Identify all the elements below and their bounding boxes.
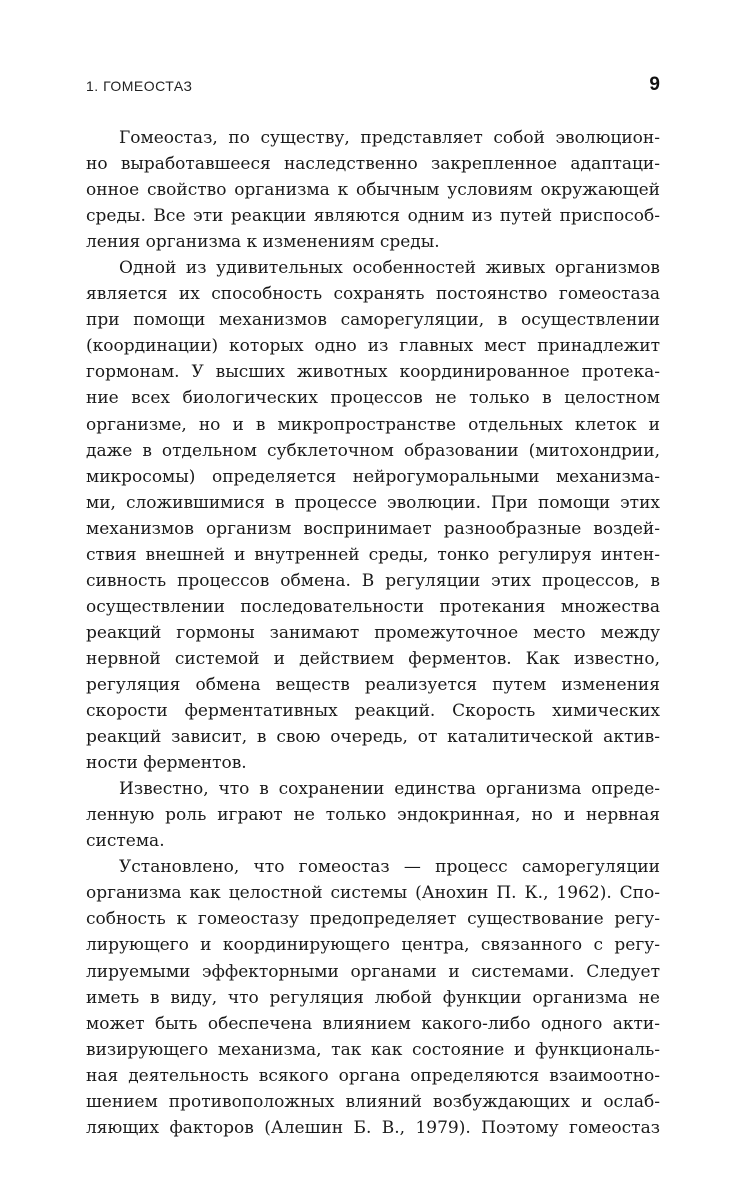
- text-line: ленную роль играют не только эндокринная, но и нервная: [86, 805, 660, 826]
- text-line: является их способность сохранять постоянство гомеостаза: [86, 284, 660, 305]
- text-line: ная деятельность всякого органа определяются взаимоотно-: [86, 1065, 660, 1086]
- paragraph: [86, 255, 660, 776]
- page-header: [86, 74, 660, 98]
- paragraph: [86, 776, 660, 854]
- text-line: микросомы) определяется нейрогуморальными механизма-: [86, 466, 660, 487]
- text-line: лируемыми эффекторными органами и системами. Следует: [86, 961, 660, 982]
- text-line: ние всех биологических процессов не только в целостном: [86, 388, 660, 409]
- page-number: 9: [649, 74, 660, 95]
- text-line: осуществлении последовательности протекания множества: [86, 596, 660, 617]
- running-head: 1. ГОМЕОСТАЗ: [86, 78, 193, 94]
- text-line: лирующего и координирующего центра, связанного с регу-: [86, 935, 660, 956]
- text-line: ности ферментов.: [86, 753, 247, 774]
- text-line: иметь в виду, что регуляция любой функции организма не: [86, 987, 660, 1008]
- text-line: ствия внешней и внутренней среды, тонко регулируя интен-: [86, 544, 660, 565]
- text-line: сивность процессов обмена. В регуляции этих процессов, в: [86, 570, 660, 591]
- text-line: организме, но и в микропространстве отдельных клеток и: [86, 414, 660, 435]
- text-line: гормонам. У высших животных координированное протека-: [86, 362, 660, 383]
- text-line: Гомеостаз, по существу, представляет собой эволюцион-: [119, 128, 660, 148]
- text-line: (координации) которых одно из главных мест принадлежит: [86, 336, 660, 357]
- text-line: реакций зависит, в свою очередь, от каталитической актив-: [86, 727, 660, 748]
- text-line: собность к гомеостазу предопределяет существование регу-: [86, 909, 660, 930]
- text-line: визирующего механизма, так как состояние и функциональ-: [86, 1039, 660, 1060]
- text-line: Установлено, что гомеостаз — процесс саморегуляции: [119, 857, 660, 878]
- text-line: Одной из удивительных особенностей живых организмов: [119, 258, 660, 279]
- text-line: организма как целостной системы (Анохин П. К., 1962). Спо-: [86, 883, 660, 904]
- text-line: может быть обеспечена влиянием какого-либо одного акти-: [86, 1013, 660, 1034]
- text-line: механизмов организм воспринимает разнообразные воздей-: [86, 518, 660, 539]
- text-line: но выработавшееся наследственно закрепленное адаптаци-: [86, 154, 660, 175]
- text-line: онное свойство организма к обычным условиям окружающей: [86, 180, 660, 201]
- text-line: ляющих факторов (Алешин Б. В., 1979). Поэтому гомеостаз: [86, 1117, 660, 1138]
- text-line: регуляция обмена веществ реализуется путем изменения: [86, 674, 660, 695]
- text-line: среды. Все эти реакции являются одним из путей приспособ-: [86, 206, 660, 227]
- text-line: реакций гормоны занимают промежуточное место между: [86, 622, 660, 643]
- text-line: Известно, что в сохранении единства организма опреде-: [119, 779, 660, 800]
- body-text: [86, 125, 660, 1141]
- paragraph: [86, 854, 660, 1141]
- text-line: нервной системой и действием ферментов. Как известно,: [86, 648, 660, 669]
- text-line: ми, сложившимися в процессе эволюции. При помощи этих: [86, 492, 660, 513]
- text-line: шением противоположных влияний возбуждающих и ослаб-: [86, 1091, 660, 1112]
- text-line: скорости ферментативных реакций. Скорость химических: [86, 701, 660, 722]
- text-line: система.: [86, 831, 165, 852]
- paragraph: [86, 125, 660, 255]
- text-line: даже в отдельном субклеточном образовании (митохондрии,: [86, 440, 660, 461]
- text-line: ления организма к изменениям среды.: [86, 232, 440, 253]
- text-line: при помощи механизмов саморегуляции, в осуществлении: [86, 310, 660, 331]
